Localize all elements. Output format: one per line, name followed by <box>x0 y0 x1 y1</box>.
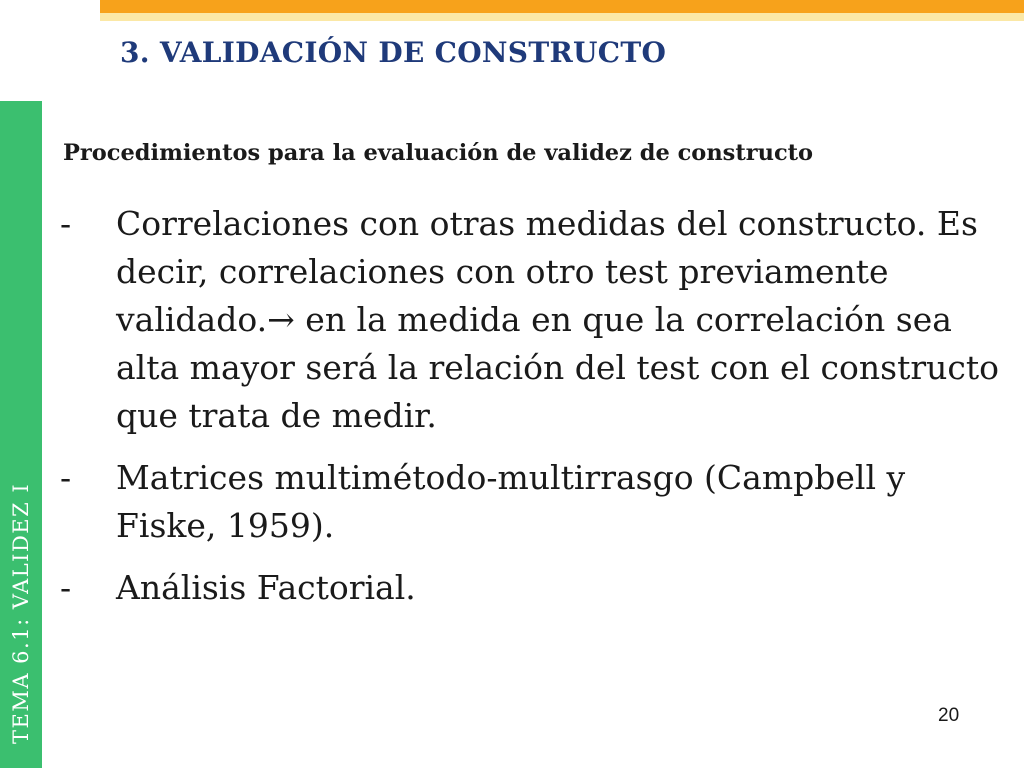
slide-title: 3. VALIDACIÓN DE CONSTRUCTO <box>120 36 667 69</box>
bullet-list <box>60 200 1010 626</box>
bullet-text-part: Correlaciones con otras medidas del constructo. Es decir, correlaciones con otro test previamente validado. <box>116 204 978 339</box>
right-arrow-icon: → <box>267 300 295 339</box>
bullet-marker: - <box>60 204 72 243</box>
side-label: TEMA 6.1: VALIDEZ I <box>9 482 33 744</box>
bullet-text: Matrices multimétodo-multirrasgo (Campbell y Fiske, 1959). <box>116 458 906 545</box>
bullet-marker: - <box>60 568 72 607</box>
top-accent-bar-light <box>100 13 1024 21</box>
top-accent-bar <box>100 0 1024 13</box>
bullet-item <box>60 200 1010 440</box>
bullet-item <box>60 564 1010 612</box>
bullet-text: Análisis Factorial. <box>116 568 416 607</box>
slide-subtitle: Procedimientos para la evaluación de validez de constructo <box>63 140 814 166</box>
side-band <box>0 101 42 768</box>
bullet-item <box>60 454 1010 550</box>
bullet-text <box>116 200 1010 440</box>
bullet-text-part: en la medida en que la correlación sea alta mayor será la relación del test con el constructo que trata de medir. <box>116 300 999 435</box>
bullet-marker: - <box>60 458 72 497</box>
page-number: 20 <box>938 705 960 726</box>
